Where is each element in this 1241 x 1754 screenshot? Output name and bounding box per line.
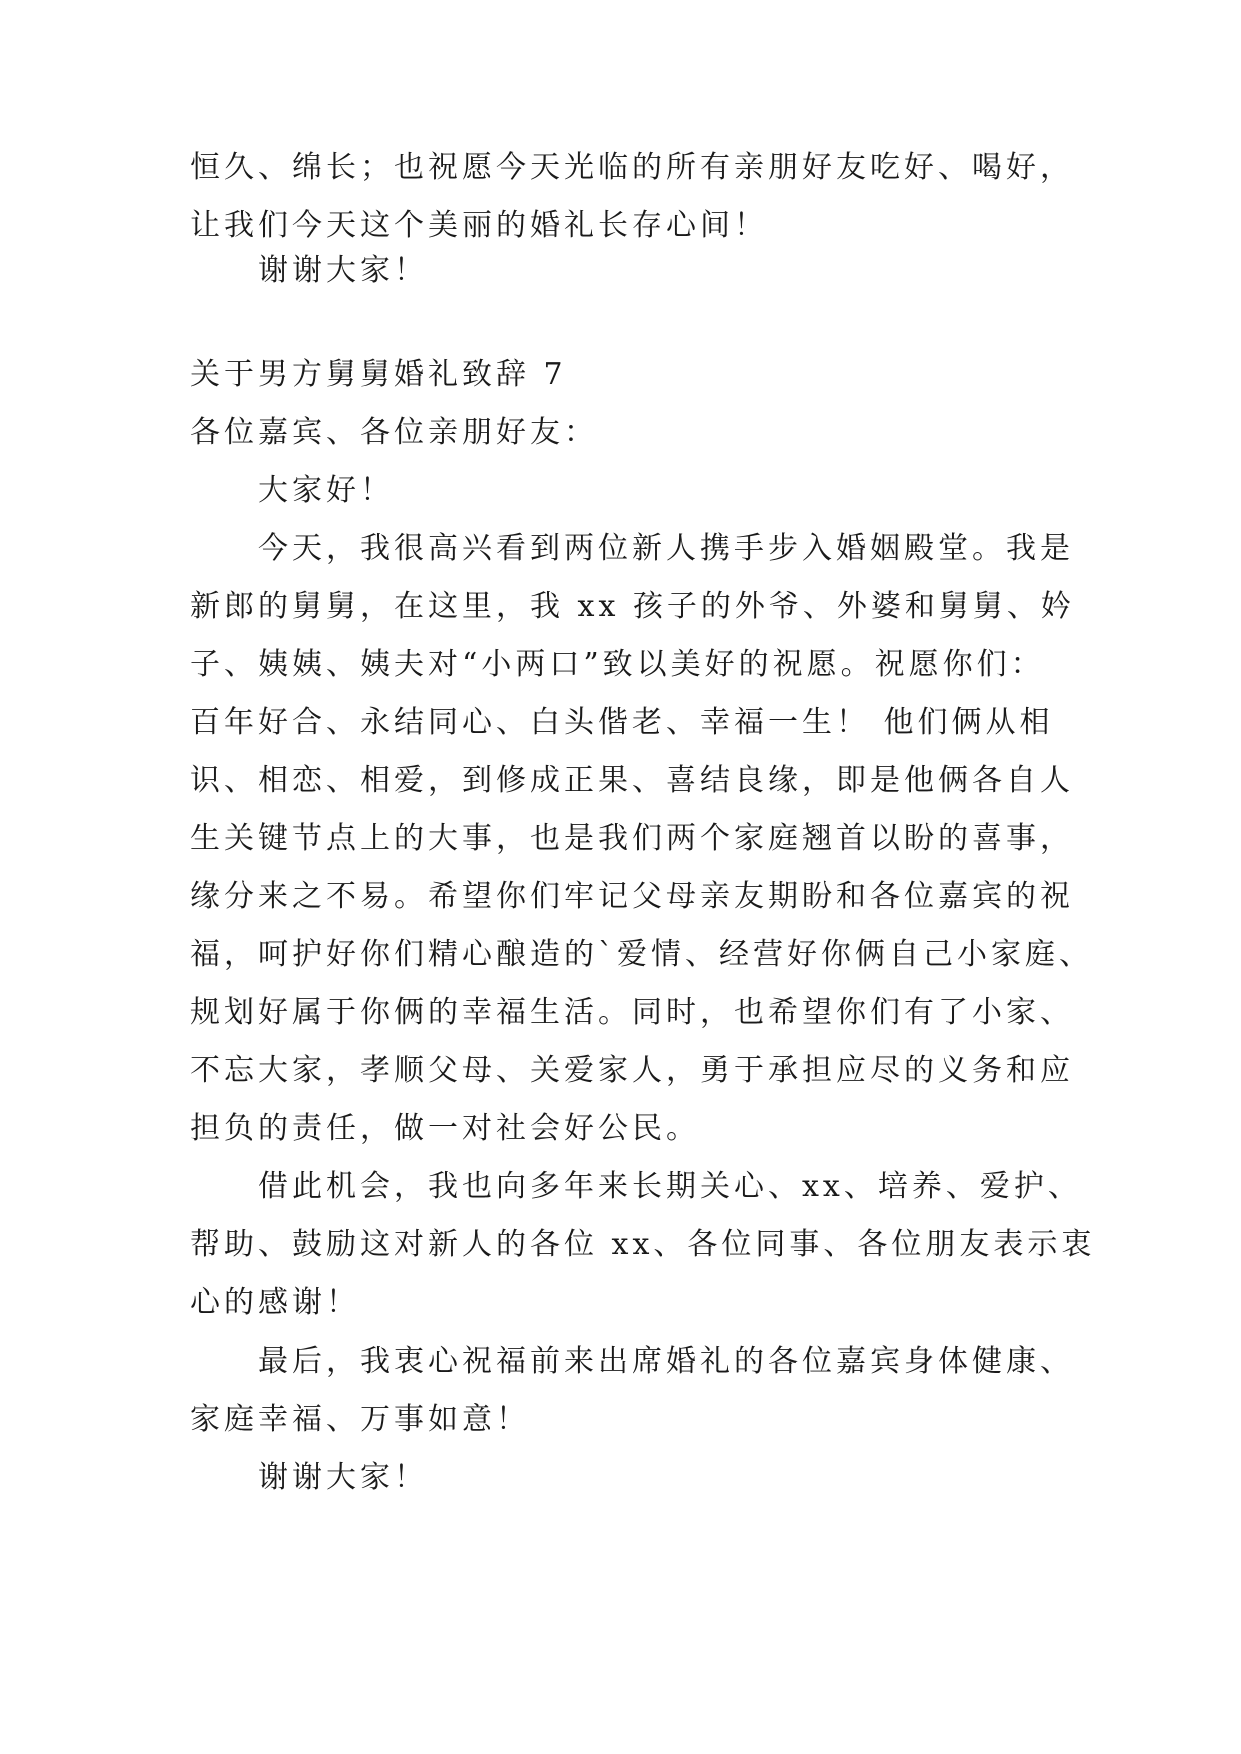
text-line: 子、姨姨、姨夫对“小两口”致以美好的祝愿。祝愿你们： xyxy=(190,647,1045,682)
body-paragraph-2 xyxy=(190,1158,1096,1332)
hello-text: 大家好！ xyxy=(258,473,394,508)
text-line: 心的感谢！ xyxy=(190,1285,360,1320)
thanks-text: 谢谢大家！ xyxy=(258,1460,428,1495)
greeting-text: 各位嘉宾、各位亲朋好友： xyxy=(190,415,598,450)
greeting xyxy=(190,404,1070,462)
body-paragraph-1 xyxy=(190,520,1093,1158)
text-line: 家庭幸福、万事如意！ xyxy=(190,1402,530,1437)
section-title xyxy=(190,346,1070,404)
text-line: 借此机会，我也向多年来长期关心、xx、培养、爱护、 xyxy=(258,1169,1082,1204)
body-paragraph-3 xyxy=(190,1333,1074,1449)
hello xyxy=(190,462,1070,520)
closing-thanks-1 xyxy=(190,242,1070,300)
text-line: 不忘大家，孝顺父母、关爱家人，勇于承担应尽的义务和应 xyxy=(190,1053,1074,1088)
text-line: 缘分来之不易。希望你们牢记父母亲友期盼和各位嘉宾的祝 xyxy=(190,879,1074,914)
text-line: 新郎的舅舅，在这里，我 xx 孩子的外爷、外婆和舅舅、妗 xyxy=(190,589,1075,624)
text-line: 担负的责任，做一对社会好公民。 xyxy=(190,1111,700,1146)
text-line: 福，呵护好你们精心酿造的`爱情、经营好你俩自己小家庭、 xyxy=(190,937,1093,972)
thanks-text: 谢谢大家！ xyxy=(258,253,428,288)
closing-thanks-2 xyxy=(190,1449,1070,1507)
text-line: 最后，我衷心祝福前来出席婚礼的各位嘉宾身体健康、 xyxy=(258,1344,1074,1379)
text-line: 生关键节点上的大事，也是我们两个家庭翘首以盼的喜事， xyxy=(190,821,1074,856)
text-line: 今天，我很高兴看到两位新人携手步入婚姻殿堂。我是 xyxy=(258,531,1074,566)
continuation-paragraph xyxy=(190,139,1074,255)
text-line: 百年好合、永结同心、白头偕老、幸福一生！ 他们俩从相 xyxy=(190,705,1054,740)
section-title-text: 关于男方舅舅婚礼致辞 7 xyxy=(190,357,567,392)
text-line: 让我们今天这个美丽的婚礼长存心间！ xyxy=(190,208,768,243)
text-line: 帮助、鼓励这对新人的各位 xx、各位同事、各位朋友表示衷 xyxy=(190,1227,1096,1262)
text-line: 识、相恋、相爱，到修成正果、喜结良缘，即是他俩各自人 xyxy=(190,763,1074,798)
text-line: 恒久、绵长；也祝愿今天光临的所有亲朋好友吃好、喝好， xyxy=(190,150,1074,185)
text-line: 规划好属于你俩的幸福生活。同时，也希望你们有了小家、 xyxy=(190,995,1074,1030)
